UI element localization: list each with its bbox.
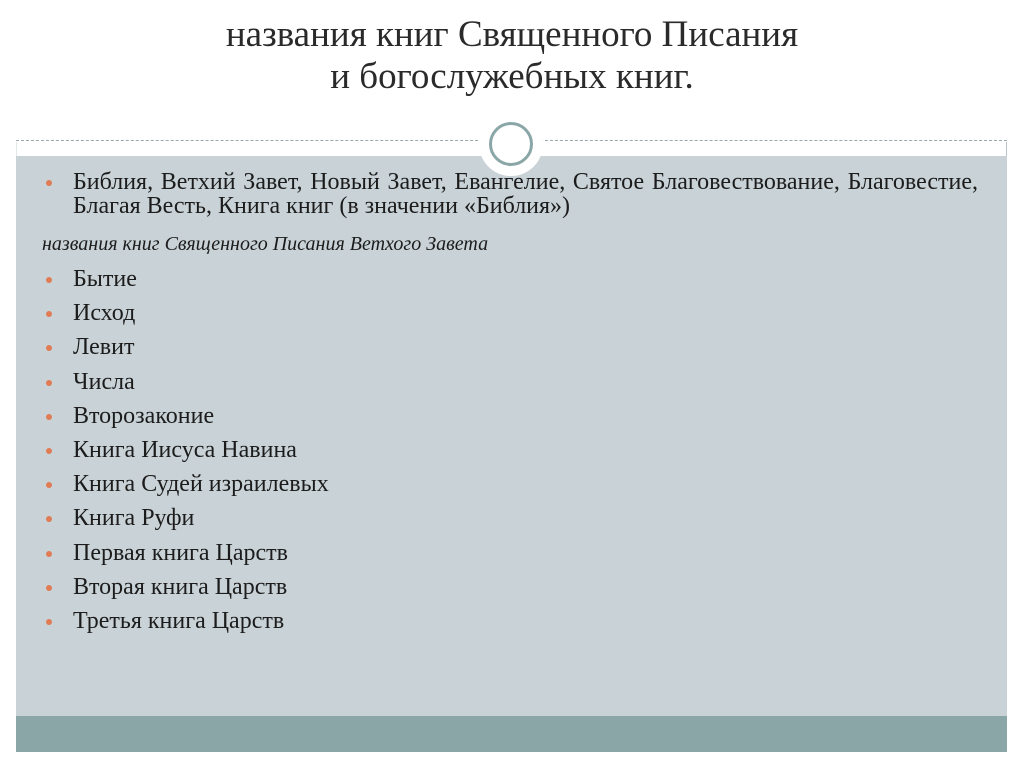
footer-bar [16,716,1007,752]
book-name: Книга Иисуса Навина [73,437,297,464]
bullet-dot-icon [46,414,52,420]
list-item [42,570,978,604]
title-line-1: названия книг Священного Писания [225,14,799,55]
bullet-dot-icon [46,180,52,186]
book-name: Третья книга Царств [73,608,285,635]
list-item [42,433,978,467]
title-line-2: и богослужебных книг. [330,56,694,97]
list-item [42,467,978,501]
list-item [42,296,978,330]
book-name: Бытие [73,266,137,292]
book-name: Первая книга Царств [73,539,288,566]
book-name: Исход [73,300,136,327]
slide-body [42,170,978,638]
bullet-dot-icon [46,380,52,386]
book-name: Второзаконие [73,402,215,429]
book-name: Вторая книга Царств [73,573,288,600]
intro-text: Библия, Ветхий Завет, Новый Завет, Евангелие, Святое Благовествование, Благовестие, Благая Весть, Книга книг (в значении «Библия») [73,169,978,219]
list-item [42,365,978,399]
list-item [42,330,978,364]
bullet-dot-icon [46,551,52,557]
book-name: Левит [73,334,135,361]
section-subheading: названия книг Священного Писания Ветхого Завета [42,233,489,255]
intro-bullet-item [42,170,978,218]
book-list [42,262,978,638]
bullet-dot-icon [46,277,52,283]
list-item [42,262,978,296]
bullet-dot-icon [46,516,52,522]
bullet-dot-icon [46,311,52,317]
bullet-dot-icon [46,482,52,488]
ring-icon [489,122,533,166]
book-name: Числа [73,368,135,395]
book-name: Книга Судей израилевых [73,471,329,498]
bullet-dot-icon [46,585,52,591]
slide-title [0,14,1024,98]
circle-ornament-icon [479,112,543,176]
bullet-dot-icon [46,345,52,351]
list-item [42,399,978,433]
bullet-dot-icon [46,448,52,454]
list-item [42,501,978,535]
book-name: Книга Руфи [73,505,195,532]
list-item [42,536,978,570]
list-item [42,604,978,638]
bullet-dot-icon [46,619,52,625]
